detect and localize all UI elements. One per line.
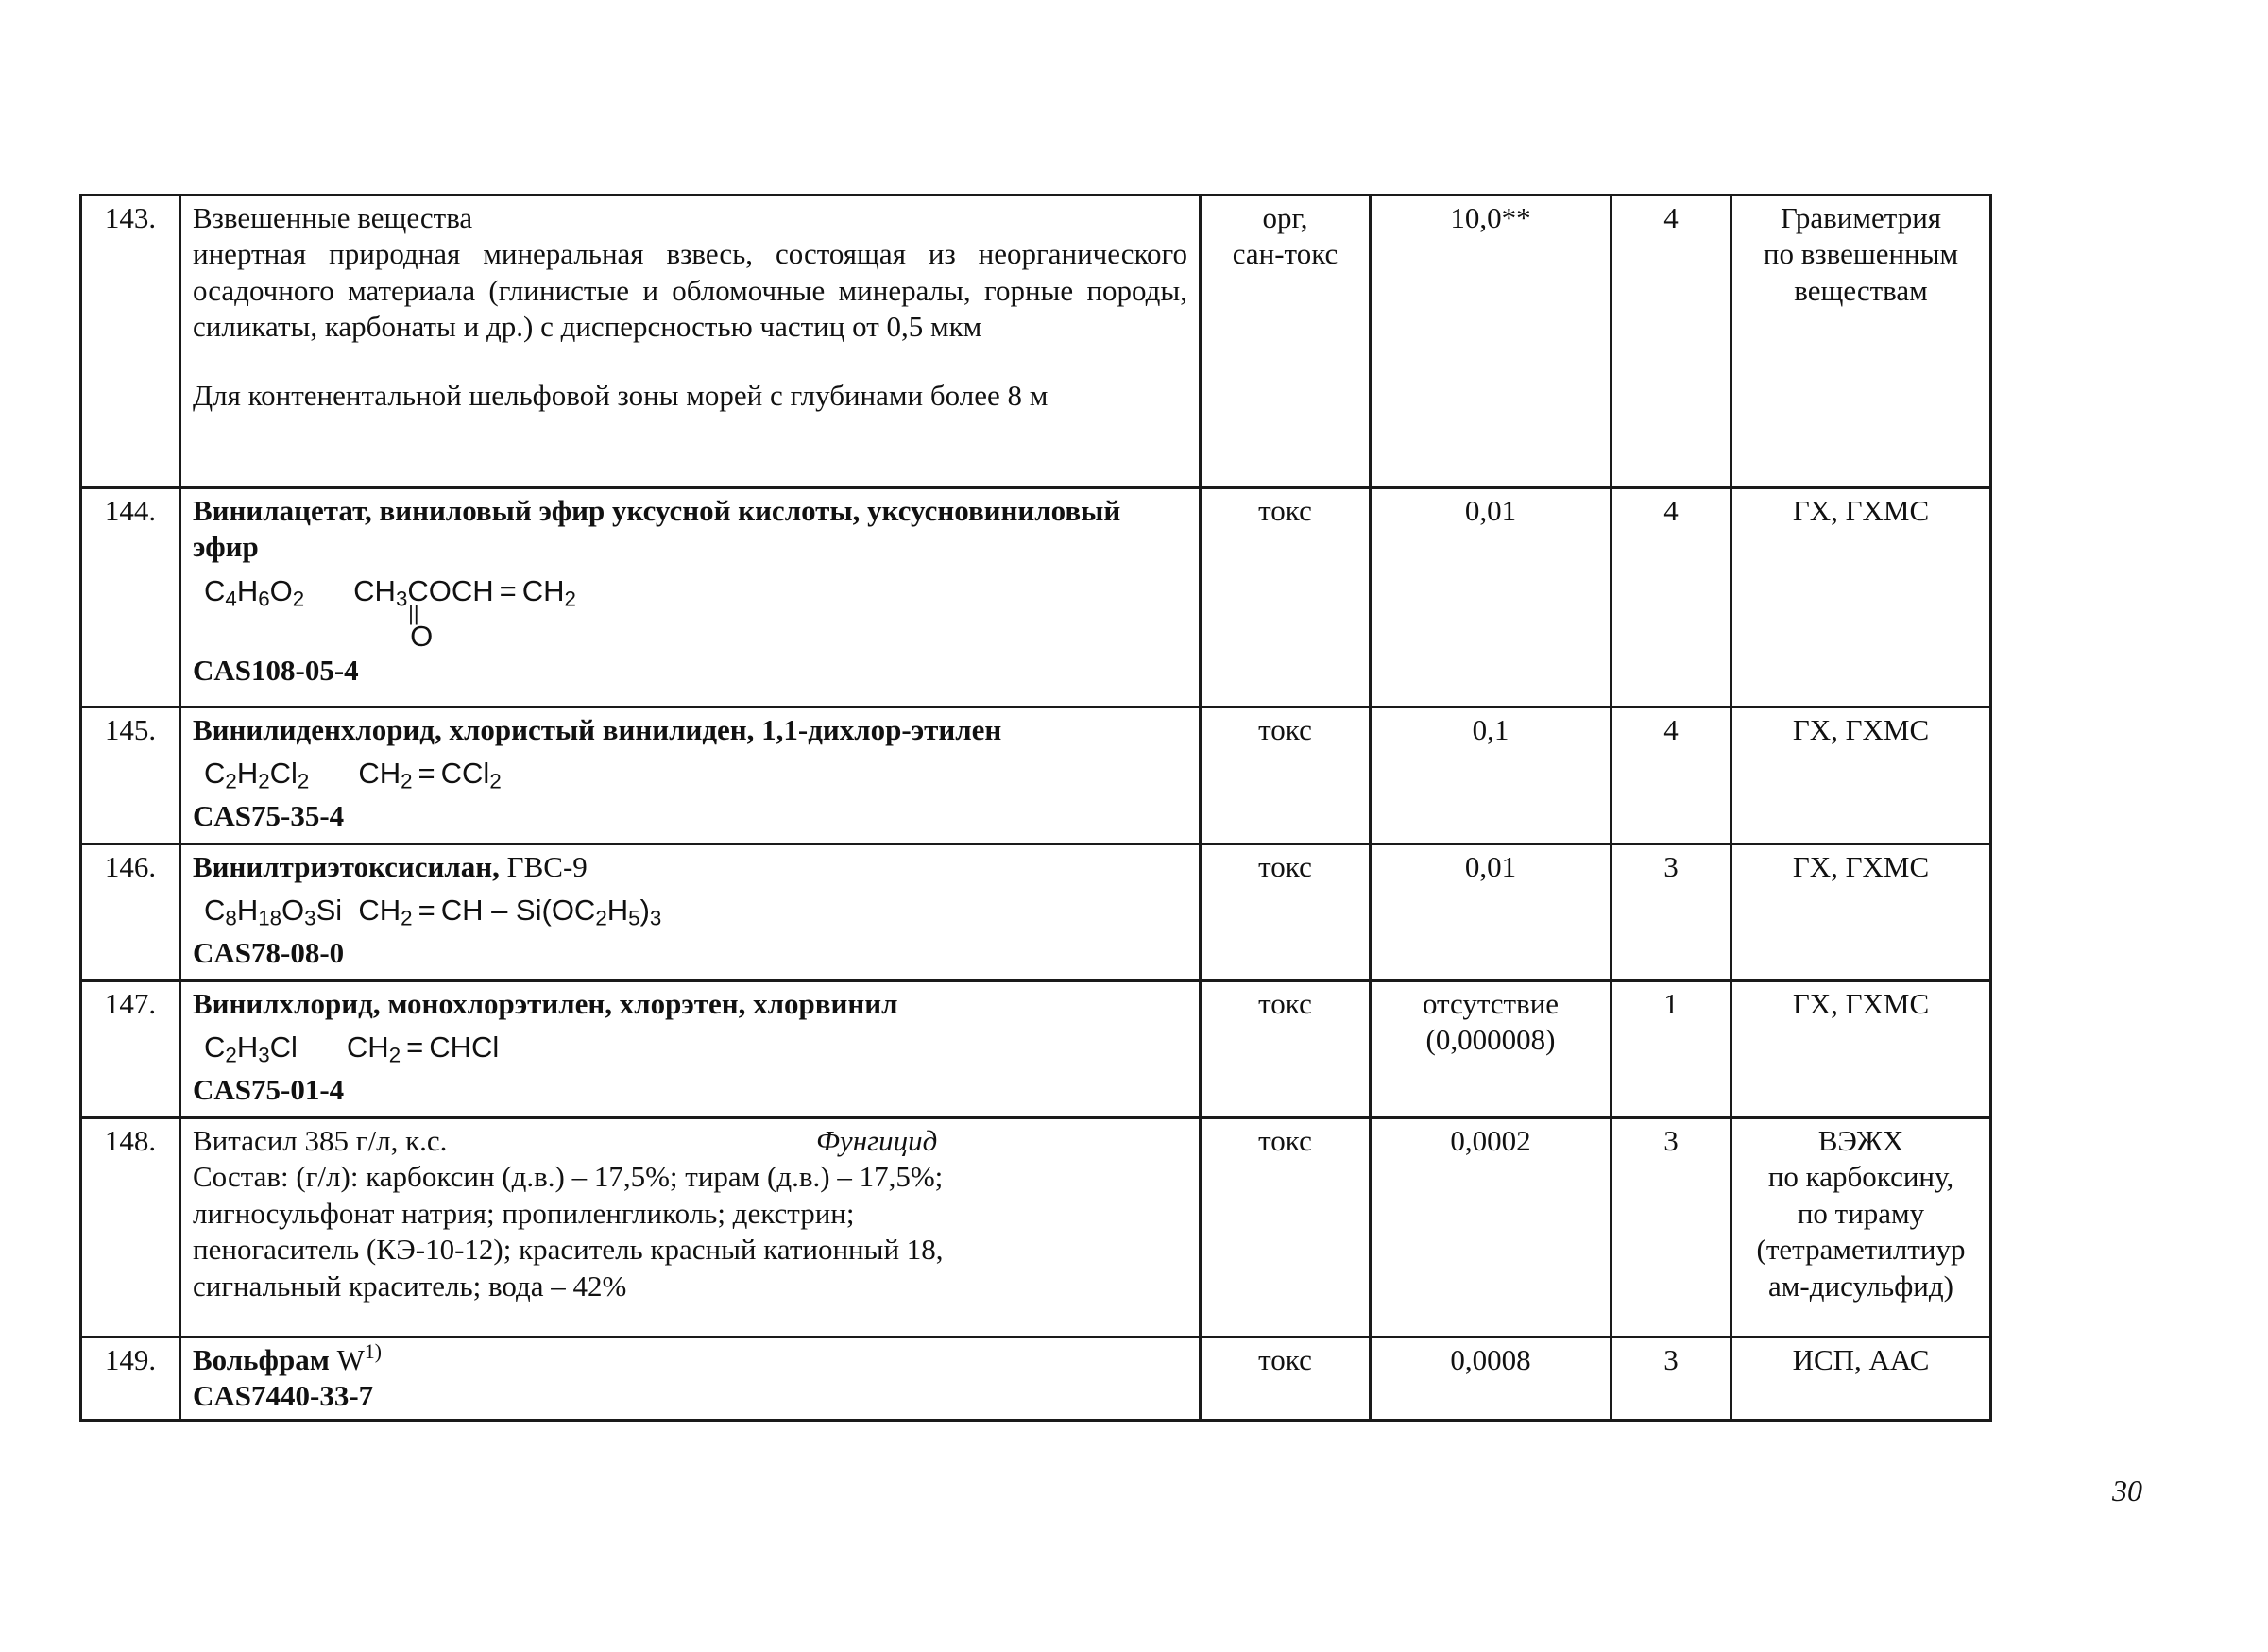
hazard-class-cell: 4 (1611, 707, 1731, 844)
substance-category: Фунгицид (816, 1124, 938, 1157)
hazard-class-cell: 4 (1611, 196, 1731, 488)
row-number: 148. (81, 1118, 180, 1337)
method-text: ВЭЖХ (1817, 1124, 1904, 1157)
substance-name-line (193, 1123, 1187, 1159)
hazard-class-cell: 3 (1611, 1337, 1731, 1421)
substance-cell (180, 981, 1201, 1118)
method-text: веществам (1794, 273, 1928, 307)
chemical-formula: $C_4H_6O_2$ $CH_3COCH = CH_2$ || O (193, 566, 1187, 653)
composition-line: лигносульфонат натрия; пропиленгликоль; декстрин; (193, 1196, 855, 1230)
hazard-class-cell: 3 (1611, 1118, 1731, 1337)
method-text: по тираму (1797, 1196, 1925, 1230)
limit-indicator-cell: токс (1201, 1337, 1371, 1421)
row-number: 147. (81, 981, 180, 1118)
composition-line: сигнальный краситель; вода – 42% (193, 1269, 627, 1303)
table-row-146 (81, 844, 1991, 981)
cas-number: CAS108-05-4 (193, 653, 359, 687)
table-row-143 (81, 196, 1991, 488)
substance-name: Винилтриэтоксисилан, ГВС-9 (193, 850, 588, 883)
limit-indicator: сан-токс (1232, 237, 1339, 271)
substance-cell (180, 844, 1201, 981)
substance-description: инертная природная минеральная взвесь, состоящая из неорганического осадочного материала (глинистые и обломочные минералы, горные породы, силикаты, карбонаты и др.) с дисперсностью частиц от 0,5 мкм (193, 237, 1187, 344)
limit-indicator-cell: токс (1201, 707, 1371, 844)
value-cell: 0,1 (1371, 707, 1611, 844)
substances-table (79, 194, 1992, 1422)
substance-name: Винилиденхлорид, хлористый винилиден, 1,1-дихлор-этилен (193, 713, 1002, 746)
composition-line: пеногаситель (КЭ-10-12); краситель красный катионный 18, (193, 1233, 944, 1267)
element-symbol: W (336, 1343, 365, 1376)
value-cell: 0,01 (1371, 488, 1611, 707)
substance-name: Вольфрам (193, 1343, 330, 1376)
table-row-149 (81, 1337, 1991, 1421)
method-cell: ИСП, ААС (1731, 1337, 1991, 1421)
cas-number: CAS75-35-4 (193, 798, 345, 832)
substance-cell (180, 1337, 1201, 1421)
method-cell: ГХ, ГХМС (1731, 488, 1991, 707)
row-number: 145. (81, 707, 180, 844)
limit-indicator-cell: токс (1201, 844, 1371, 981)
value-text: отсутствие (1422, 987, 1560, 1020)
limit-indicator-cell (1201, 196, 1371, 488)
row-number: 146. (81, 844, 180, 981)
method-cell: ГХ, ГХМС (1731, 844, 1991, 981)
value-cell: 0,01 (1371, 844, 1611, 981)
hazard-class-cell: 4 (1611, 488, 1731, 707)
method-cell: ГХ, ГХМС (1731, 981, 1991, 1118)
page-number: 30 (2112, 1473, 2142, 1507)
chemical-formula: $C_8H_{18}O_3Si$ $CH_2$ = CH – $Si(OC_2H_5)_3$ (204, 894, 662, 931)
method-cell (1731, 1118, 1991, 1337)
limit-indicator-cell: токс (1201, 981, 1371, 1118)
structural-formula: $CH_3COCH = CH_2$ || O (353, 573, 576, 609)
substance-cell (180, 488, 1201, 707)
substance-cell (180, 1118, 1201, 1337)
substance-cell (180, 707, 1201, 844)
substance-note: Для контенентальной шельфовой зоны морей с глубинами более 8 м (193, 378, 1049, 412)
method-text: ам-дисульфид) (1768, 1269, 1953, 1303)
substance-cell (180, 196, 1201, 488)
hazard-class-cell: 1 (1611, 981, 1731, 1118)
table-row-144 (81, 488, 1991, 707)
hazard-class-cell: 3 (1611, 844, 1731, 981)
composition-line: Состав: (г/л): карбоксин (д.в.) – 17,5%; тирам (д.в.) – 17,5%; (193, 1160, 944, 1194)
table-row-145 (81, 707, 1991, 844)
row-number: 144. (81, 488, 180, 707)
substance-name: Взвешенные вещества (193, 201, 473, 234)
footnote-marker: 1) (364, 1340, 382, 1364)
table-row-147 (81, 981, 1991, 1118)
value-cell: 0,0008 (1371, 1337, 1611, 1421)
method-text: по взвешенным (1763, 237, 1959, 271)
value-cell: 0,0002 (1371, 1118, 1611, 1337)
value-cell (1371, 981, 1611, 1118)
row-number: 149. (81, 1337, 180, 1421)
method-text: по карбоксину, (1767, 1160, 1954, 1194)
substance-name: Витасил 385 г/л, к.с. (193, 1124, 448, 1157)
value-cell: 10,0** (1371, 196, 1611, 488)
method-text: Гравиметрия (1780, 201, 1942, 234)
method-cell: ГХ, ГХМС (1731, 707, 1991, 844)
cas-number: CAS7440-33-7 (193, 1379, 374, 1413)
chemical-formula: $C_2H_2Cl_2$ $CH_2 = CCl_2$ (204, 757, 502, 794)
row-number: 143. (81, 196, 180, 488)
method-text: (тетраметилтиур (1756, 1233, 1966, 1267)
limit-indicator-cell: токс (1201, 488, 1371, 707)
substances-table-container (79, 194, 1989, 1422)
substance-name-line (193, 1342, 1187, 1378)
limit-indicator-cell: токс (1201, 1118, 1371, 1337)
limit-indicator: орг, (1262, 201, 1308, 234)
value-text: (0,000008) (1425, 1023, 1556, 1057)
cas-number: CAS78-08-0 (193, 935, 345, 969)
table-row-148 (81, 1118, 1991, 1337)
chemical-formula: $C_2H_3Cl$ $CH_2$ = CHCl (204, 1030, 500, 1068)
substance-name: Винилацетат, виниловый эфир уксусной кислоты, уксусновиниловый эфир (193, 494, 1121, 564)
substance-name: Винилхлорид, монохлорэтилен, хлорэтен, хлорвинил (193, 987, 898, 1020)
oxygen-atom: O (410, 619, 434, 653)
method-cell (1731, 196, 1991, 488)
cas-number: CAS75-01-4 (193, 1072, 345, 1106)
